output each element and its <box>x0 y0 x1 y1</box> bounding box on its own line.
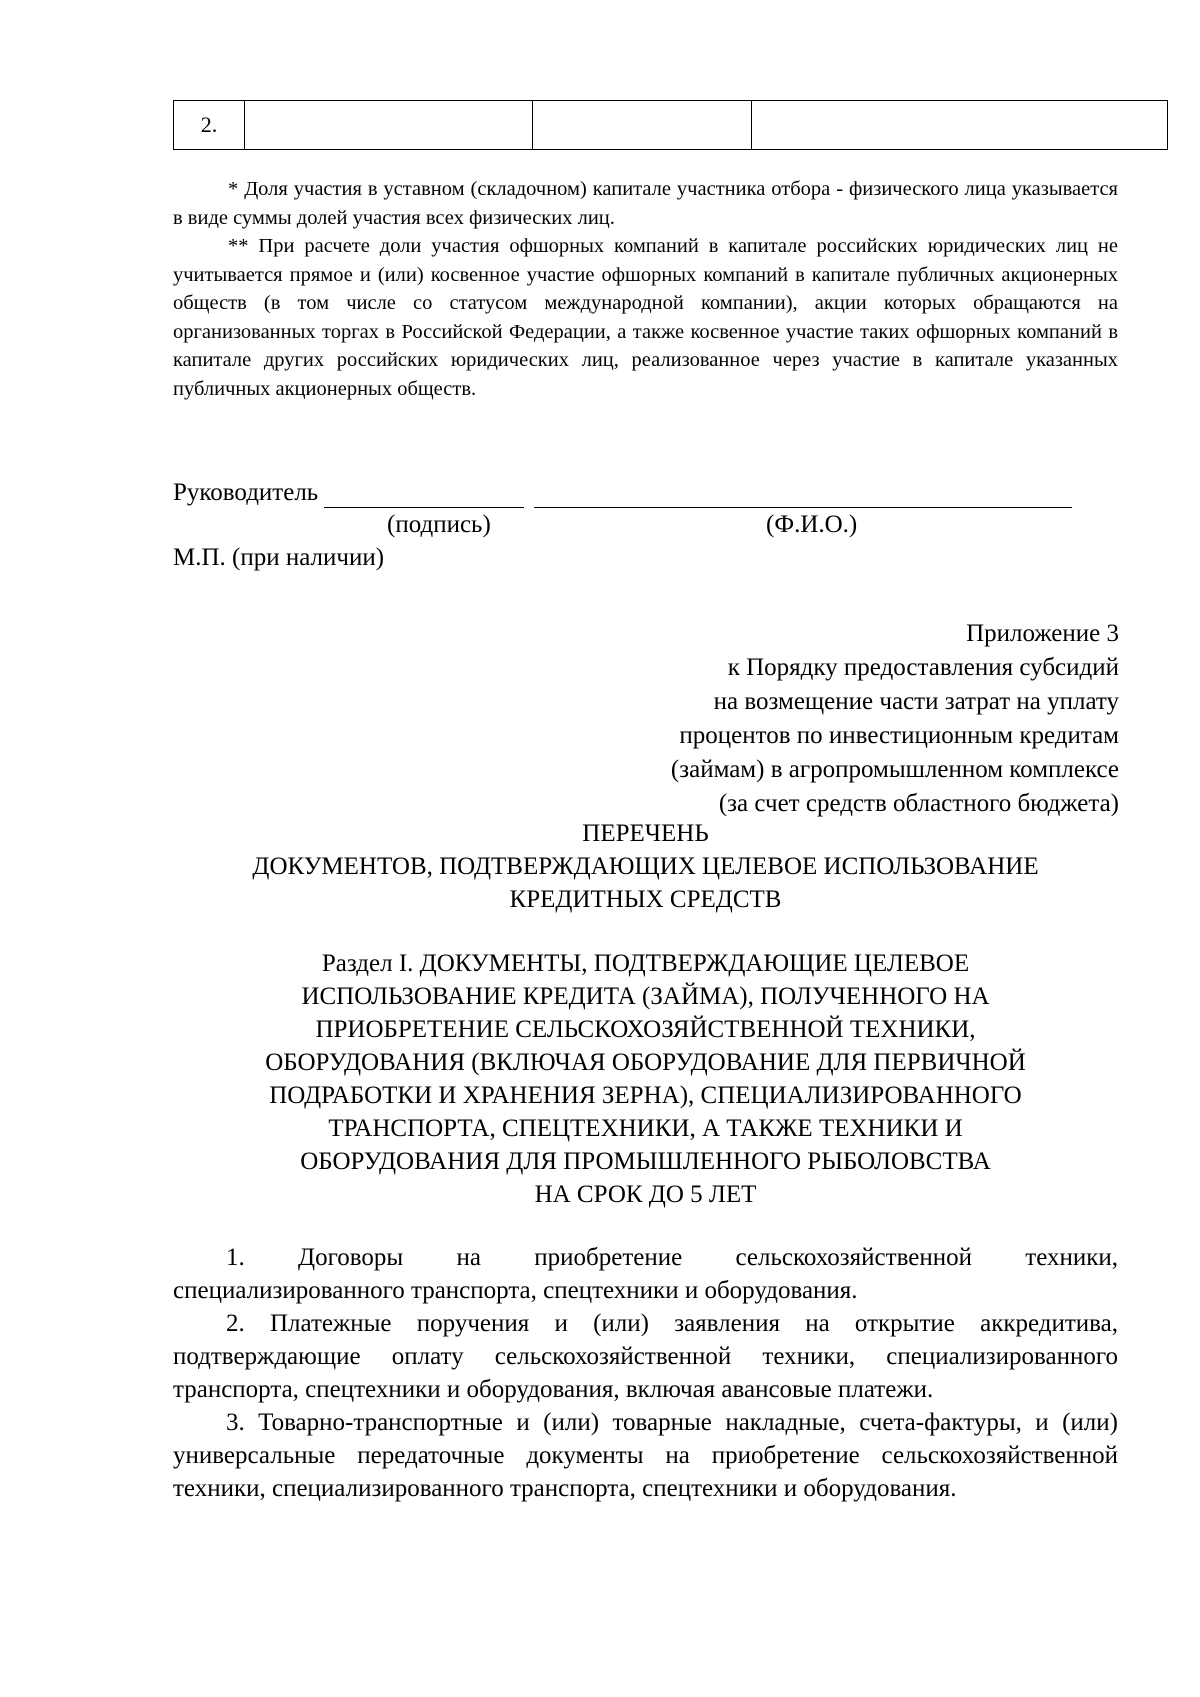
title-line: ДОКУМЕНТОВ, ПОДТВЕРЖДАЮЩИХ ЦЕЛЕВОЕ ИСПОЛЬЗОВАНИЕ <box>252 853 1039 880</box>
name-line <box>534 481 1072 508</box>
signature-captions <box>173 508 1133 540</box>
table-cell <box>533 101 752 150</box>
section-line: ПОДРАБОТКИ И ХРАНЕНИЯ ЗЕРНА), СПЕЦИАЛИЗИРОВАННОГО <box>269 1082 1022 1109</box>
document-list <box>173 1241 1118 1505</box>
participants-table <box>173 100 1168 150</box>
signature-line <box>324 481 524 508</box>
list-item: 3. Товарно-транспортные и (или) товарные накладные, счета-фактуры, и (или) универсальные передаточные документы на приобретение сельскохозяйственной техники, специализированного транспорта, спецтехники и оборудования. <box>173 1409 1118 1502</box>
signature-row <box>173 474 1133 508</box>
appendix-line: (за счет средств областного бюджета) <box>718 790 1119 817</box>
appendix-header <box>419 617 1119 821</box>
list-item: 2. Платежные поручения и (или) заявления на открытие аккредитива, подтверждающие оплату сельскохозяйственной техники, специализированного транспорта, спецтехники и оборудования, включая авансовые платежи. <box>173 1310 1118 1403</box>
list-item: 1. Договоры на приобретение сельскохозяйственной техники, специализированного транспорта, спецтехники и оборудования. <box>173 1244 1118 1304</box>
table-row <box>174 101 1168 150</box>
footnote-1: * Доля участия в уставном (складочном) капитале участника отбора - физического лица указывается в виде суммы долей участия всех физических лиц. <box>173 178 1118 229</box>
appendix-line: на возмещение части затрат на уплату <box>713 688 1119 715</box>
signature-caption: (подпись) <box>387 511 491 538</box>
section-line: ИСПОЛЬЗОВАНИЕ КРЕДИТА (ЗАЙМА), ПОЛУЧЕННОГО НА <box>301 983 990 1010</box>
section-line: ТРАНСПОРТА, СПЕЦТЕХНИКИ, А ТАКЖЕ ТЕХНИКИ И <box>328 1115 963 1142</box>
document-title <box>173 817 1118 916</box>
name-caption: (Ф.И.О.) <box>766 511 858 538</box>
signature-block <box>173 474 1133 576</box>
title-line: КРЕДИТНЫХ СРЕДСТВ <box>509 886 782 913</box>
table-cell <box>752 101 1168 150</box>
appendix-line: процентов по инвестиционным кредитам <box>679 722 1119 749</box>
section-heading <box>173 947 1118 1211</box>
appendix-line: к Порядку предоставления субсидий <box>727 654 1119 681</box>
table-cell <box>245 101 533 150</box>
section-line: ОБОРУДОВАНИЯ (ВКЛЮЧАЯ ОБОРУДОВАНИЕ ДЛЯ ПЕРВИЧНОЙ <box>265 1049 1026 1076</box>
table-cell-number: 2. <box>174 101 245 150</box>
appendix-line: Приложение 3 <box>966 620 1119 647</box>
appendix-line: (займам) в агропромышленном комплексе <box>670 756 1119 783</box>
section-line: Раздел I. ДОКУМЕНТЫ, ПОДТВЕРЖДАЮЩИЕ ЦЕЛЕВОЕ <box>321 950 970 977</box>
section-line: НА СРОК ДО 5 ЛЕТ <box>534 1181 757 1208</box>
title-line: ПЕРЕЧЕНЬ <box>582 820 709 847</box>
signature-label: Руководитель <box>173 479 319 506</box>
footnote-2: ** При расчете доли участия офшорных компаний в капитале российских юридических лиц не учитывается прямое и (или) косвенное участие офшорных компаний в капитале публичных акционерных обществ (в том числе со статусом международной компании), акции которых обращаются на организованных торгах в Российской Федерации, а также косвенное участие таких офшорных компаний в капитале других российских юридических лиц, реализованное через участие в капитале указанных публичных акционерных обществ. <box>173 235 1118 400</box>
section-line: ОБОРУДОВАНИЯ ДЛЯ ПРОМЫШЛЕННОГО РЫБОЛОВСТВА <box>300 1148 991 1175</box>
footnotes <box>173 175 1118 403</box>
section-line: ПРИОБРЕТЕНИЕ СЕЛЬСКОХОЗЯЙСТВЕННОЙ ТЕХНИКИ, <box>315 1016 976 1043</box>
seal-label: М.П. (при наличии) <box>173 544 385 571</box>
